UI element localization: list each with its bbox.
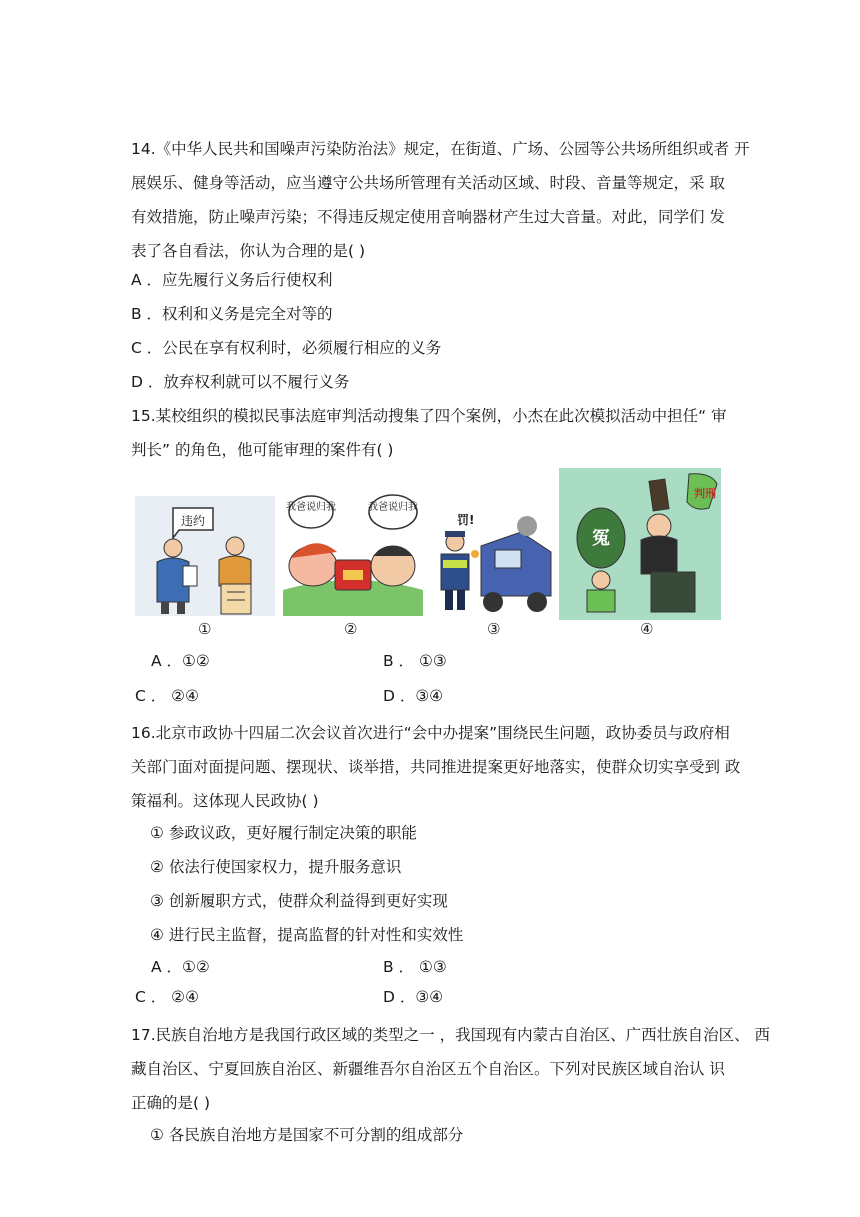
q15-line-1: 15.某校组织的模拟民事法庭审判活动搜集了四个案例，小杰在此次模拟活动中担任“ 审 [131, 407, 727, 425]
q14-option-c: C ．公民在享有权利时，必须履行相应的义务 [131, 339, 442, 357]
q14-option-d: D ．放弃权利就可以不履行义务 [131, 373, 350, 391]
panel-number-3: ③ [487, 620, 501, 638]
q16-line-2: 关部门面对面提问题、摆现状、谈举措，共同推进提案更好地落实，使群众切实享受到 政 [131, 758, 741, 776]
q16-item-1: ① 参政议政，更好履行制定决策的职能 [150, 824, 417, 842]
q16-option-d: D ．③④ [383, 988, 444, 1006]
q14-line-2: 展娱乐、健身等活动，应当遵守公共场所管理有关活动区域、时段、音量等规定，采 取 [131, 174, 725, 192]
panel-number-2: ② [344, 620, 358, 638]
q15-cartoon-figure [135, 468, 725, 640]
q16-item-4: ④ 进行民主监督，提高监督的针对性和实效性 [150, 926, 464, 944]
q16-option-b: B ． ①③ [383, 958, 447, 976]
panel-number-4: ④ [640, 620, 654, 638]
q15-option-d: D ．③④ [383, 687, 444, 705]
q15-option-a: A ．①② [151, 652, 210, 670]
q14-option-a: A ．应先履行义务后行使权利 [131, 271, 333, 289]
panel-2-inheritance-cartoon [283, 490, 423, 616]
q17-line-3: 正确的是( ) [131, 1094, 211, 1112]
panel-2-bubble-right: 我爸说归我 [368, 502, 418, 513]
panel-3-label: 罚! [457, 513, 475, 527]
q14-line-3: 有效措施，防止噪声污染；不得违反规定使用音响器材产生过大音量。对此，同学们 发 [131, 208, 725, 226]
q16-line-1: 16.北京市政协十四届二次会议首次进行“会中办提案”围绕民生问题，政协委员与政府相 [131, 724, 730, 742]
q15-line-2: 判长” 的角色，他可能审理的案件有( ) [131, 441, 394, 459]
panel-3-traffic-fine-cartoon [431, 506, 559, 618]
q16-option-c: C ． ②④ [135, 988, 199, 1006]
q16-item-2: ② 依法行使国家权力，提升服务意识 [150, 858, 402, 876]
panel-number-1: ① [198, 620, 212, 638]
q15-option-b: B ． ①③ [383, 652, 447, 670]
q17-line-2: 藏自治区、宁夏回族自治区、新疆维吾尔自治区五个自治区。下列对民族区域自治认 识 [131, 1060, 725, 1078]
panel-4-badge: 冤 [592, 528, 610, 549]
q16-item-3: ③ 创新履职方式，使群众利益得到更好实现 [150, 892, 448, 910]
panel-4-injustice-cartoon [559, 468, 721, 620]
q15-option-c: C ． ②④ [135, 687, 199, 705]
q16-option-a: A ．①② [151, 958, 210, 976]
q16-line-3: 策福利。这体现人民政协( ) [131, 792, 319, 810]
q17-line-1: 17.民族自治地方是我国行政区域的类型之一 ，我国现有内蒙古自治区、广西壮族自治区、 西 [131, 1026, 771, 1044]
panel-1-contract-cartoon [135, 496, 275, 616]
q17-item-1: ① 各民族自治地方是国家不可分割的组成部分 [150, 1126, 464, 1144]
q14-option-b: B ．权利和义务是完全对等的 [131, 305, 333, 323]
panel-4-sign: 判刑 [694, 487, 716, 500]
panel-2-bubble-left: 我爸说归我 [286, 502, 336, 513]
q14-line-1: 14.《中华人民共和国噪声污染防治法》规定，在街道、广场、公园等公共场所组织或者 开 [131, 140, 750, 158]
q14-line-4: 表了各自看法，你认为合理的是( ) [131, 242, 366, 260]
panel-1-bubble: 违约 [180, 514, 206, 528]
